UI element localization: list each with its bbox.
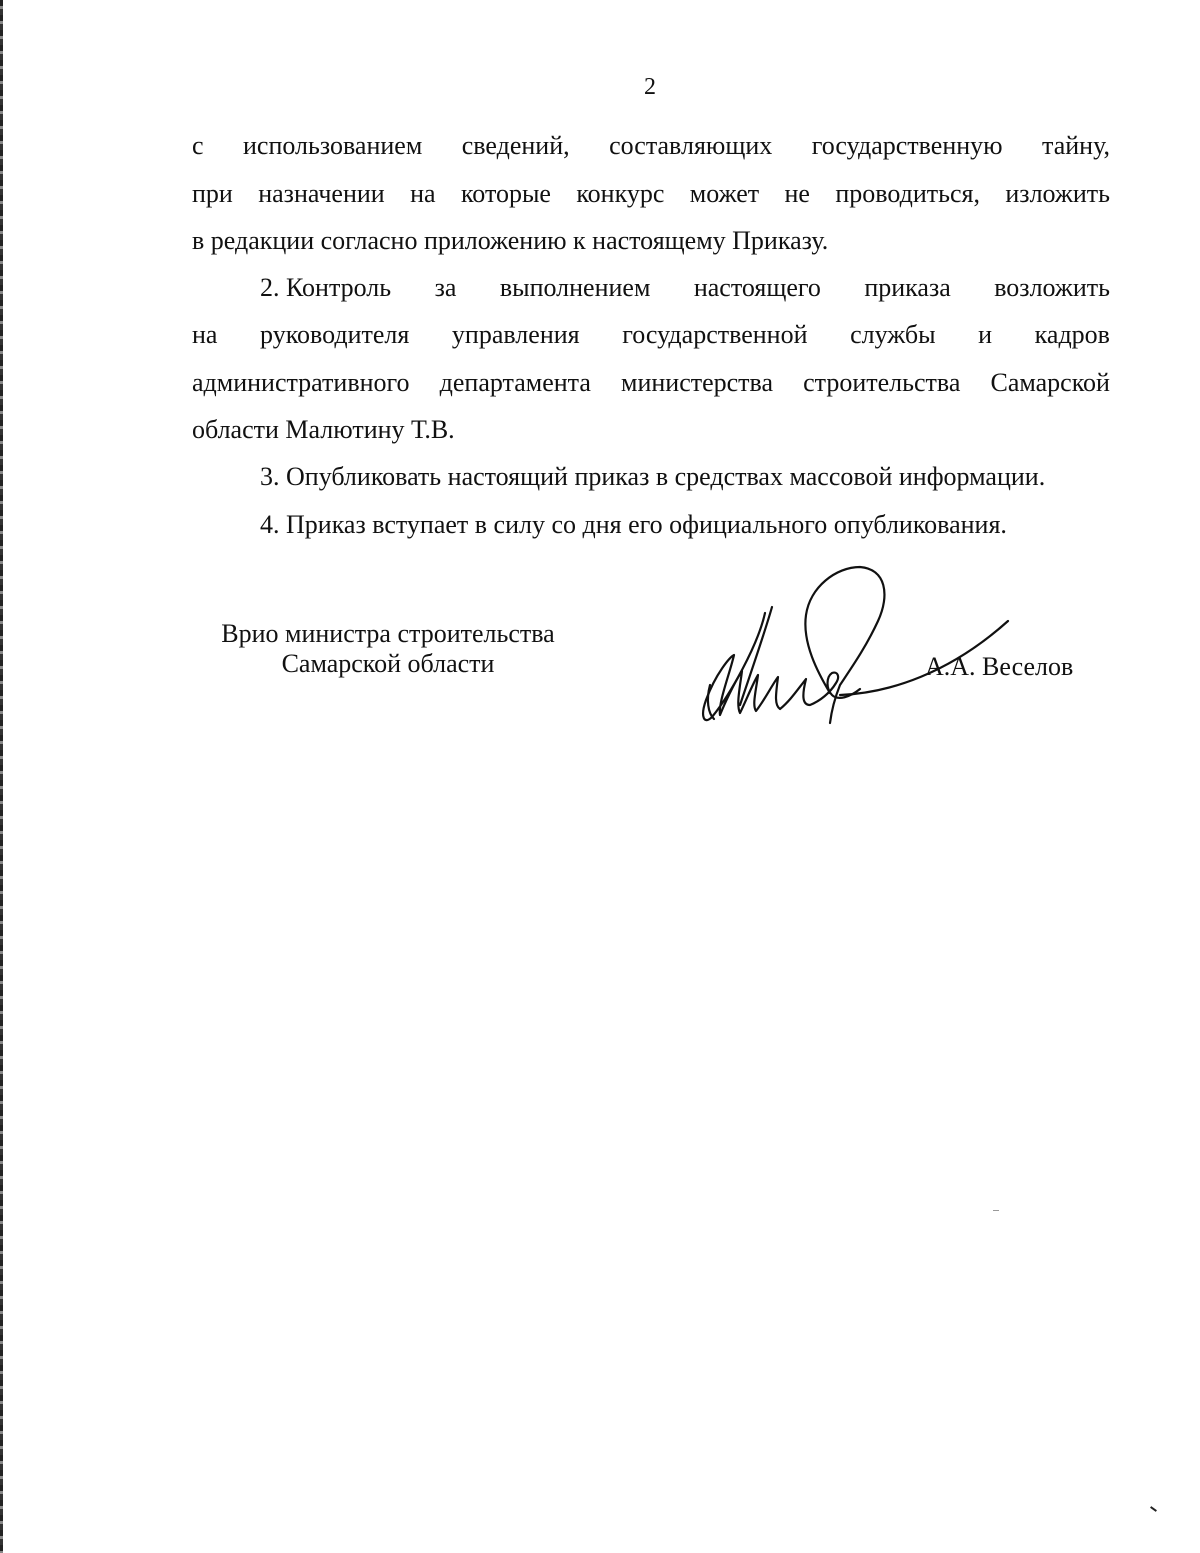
paragraph-2-line-1: [260, 273, 1110, 303]
word: может: [689, 179, 760, 208]
word: возложить: [994, 273, 1110, 302]
word: тайну,: [1042, 131, 1110, 160]
scan-speck: [1150, 1506, 1157, 1512]
word: строительства: [803, 368, 961, 397]
scan-speck: [993, 1210, 999, 1211]
word: приказа: [864, 273, 951, 302]
word: которые: [460, 179, 551, 208]
word: не: [784, 179, 810, 208]
word: настоящего: [693, 273, 821, 302]
word: на: [410, 179, 436, 208]
signer-name: А.А. Веселов: [925, 652, 1074, 681]
word: использованием: [243, 131, 423, 160]
word: при: [192, 179, 233, 208]
paragraph-2-line-2: [192, 320, 1110, 350]
scan-edge: [0, 0, 3, 1553]
handwritten-signature: [690, 555, 1020, 735]
word: выполнением: [499, 273, 651, 302]
page-number: 2: [644, 74, 656, 100]
word: на: [192, 320, 218, 349]
word: министерства: [621, 368, 774, 397]
word: руководителя: [260, 320, 410, 349]
word: государственную: [811, 131, 1003, 160]
word: сведений,: [461, 131, 570, 160]
paragraph-4: 4. Приказ вступает в силу со дня его официального опубликования.: [260, 510, 1007, 539]
word: и: [978, 320, 993, 349]
paragraph-2-line-4: области Малютину Т.В.: [192, 415, 455, 444]
word: службы: [850, 320, 936, 349]
word: государственной: [622, 320, 808, 349]
word: назначении: [258, 179, 385, 208]
paragraph-3: 3. Опубликовать настоящий приказ в средствах массовой информации.: [260, 462, 1046, 491]
word: административного: [192, 368, 410, 397]
paragraph-1-line-1: [192, 131, 1110, 161]
word: конкурс: [576, 179, 665, 208]
paragraph-2-line-3: [192, 368, 1110, 398]
word: проводиться,: [835, 179, 980, 208]
word: департамента: [439, 368, 591, 397]
word: Самарской: [990, 368, 1110, 397]
position-line-2: Самарской области: [281, 649, 495, 678]
word: кадров: [1034, 320, 1110, 349]
word: изложить: [1005, 179, 1110, 208]
signatory-position: [190, 619, 586, 679]
word: за: [434, 273, 457, 302]
paragraph-1-line-3: в редакции согласно приложению к настоящему Приказу.: [192, 226, 829, 255]
word: с: [192, 131, 204, 160]
position-line-1: Врио министра строительства: [221, 619, 555, 648]
word: управления: [451, 320, 580, 349]
word: составляющих: [609, 131, 773, 160]
word: 2. Контроль: [260, 273, 392, 302]
paragraph-1-line-2: [192, 179, 1110, 209]
